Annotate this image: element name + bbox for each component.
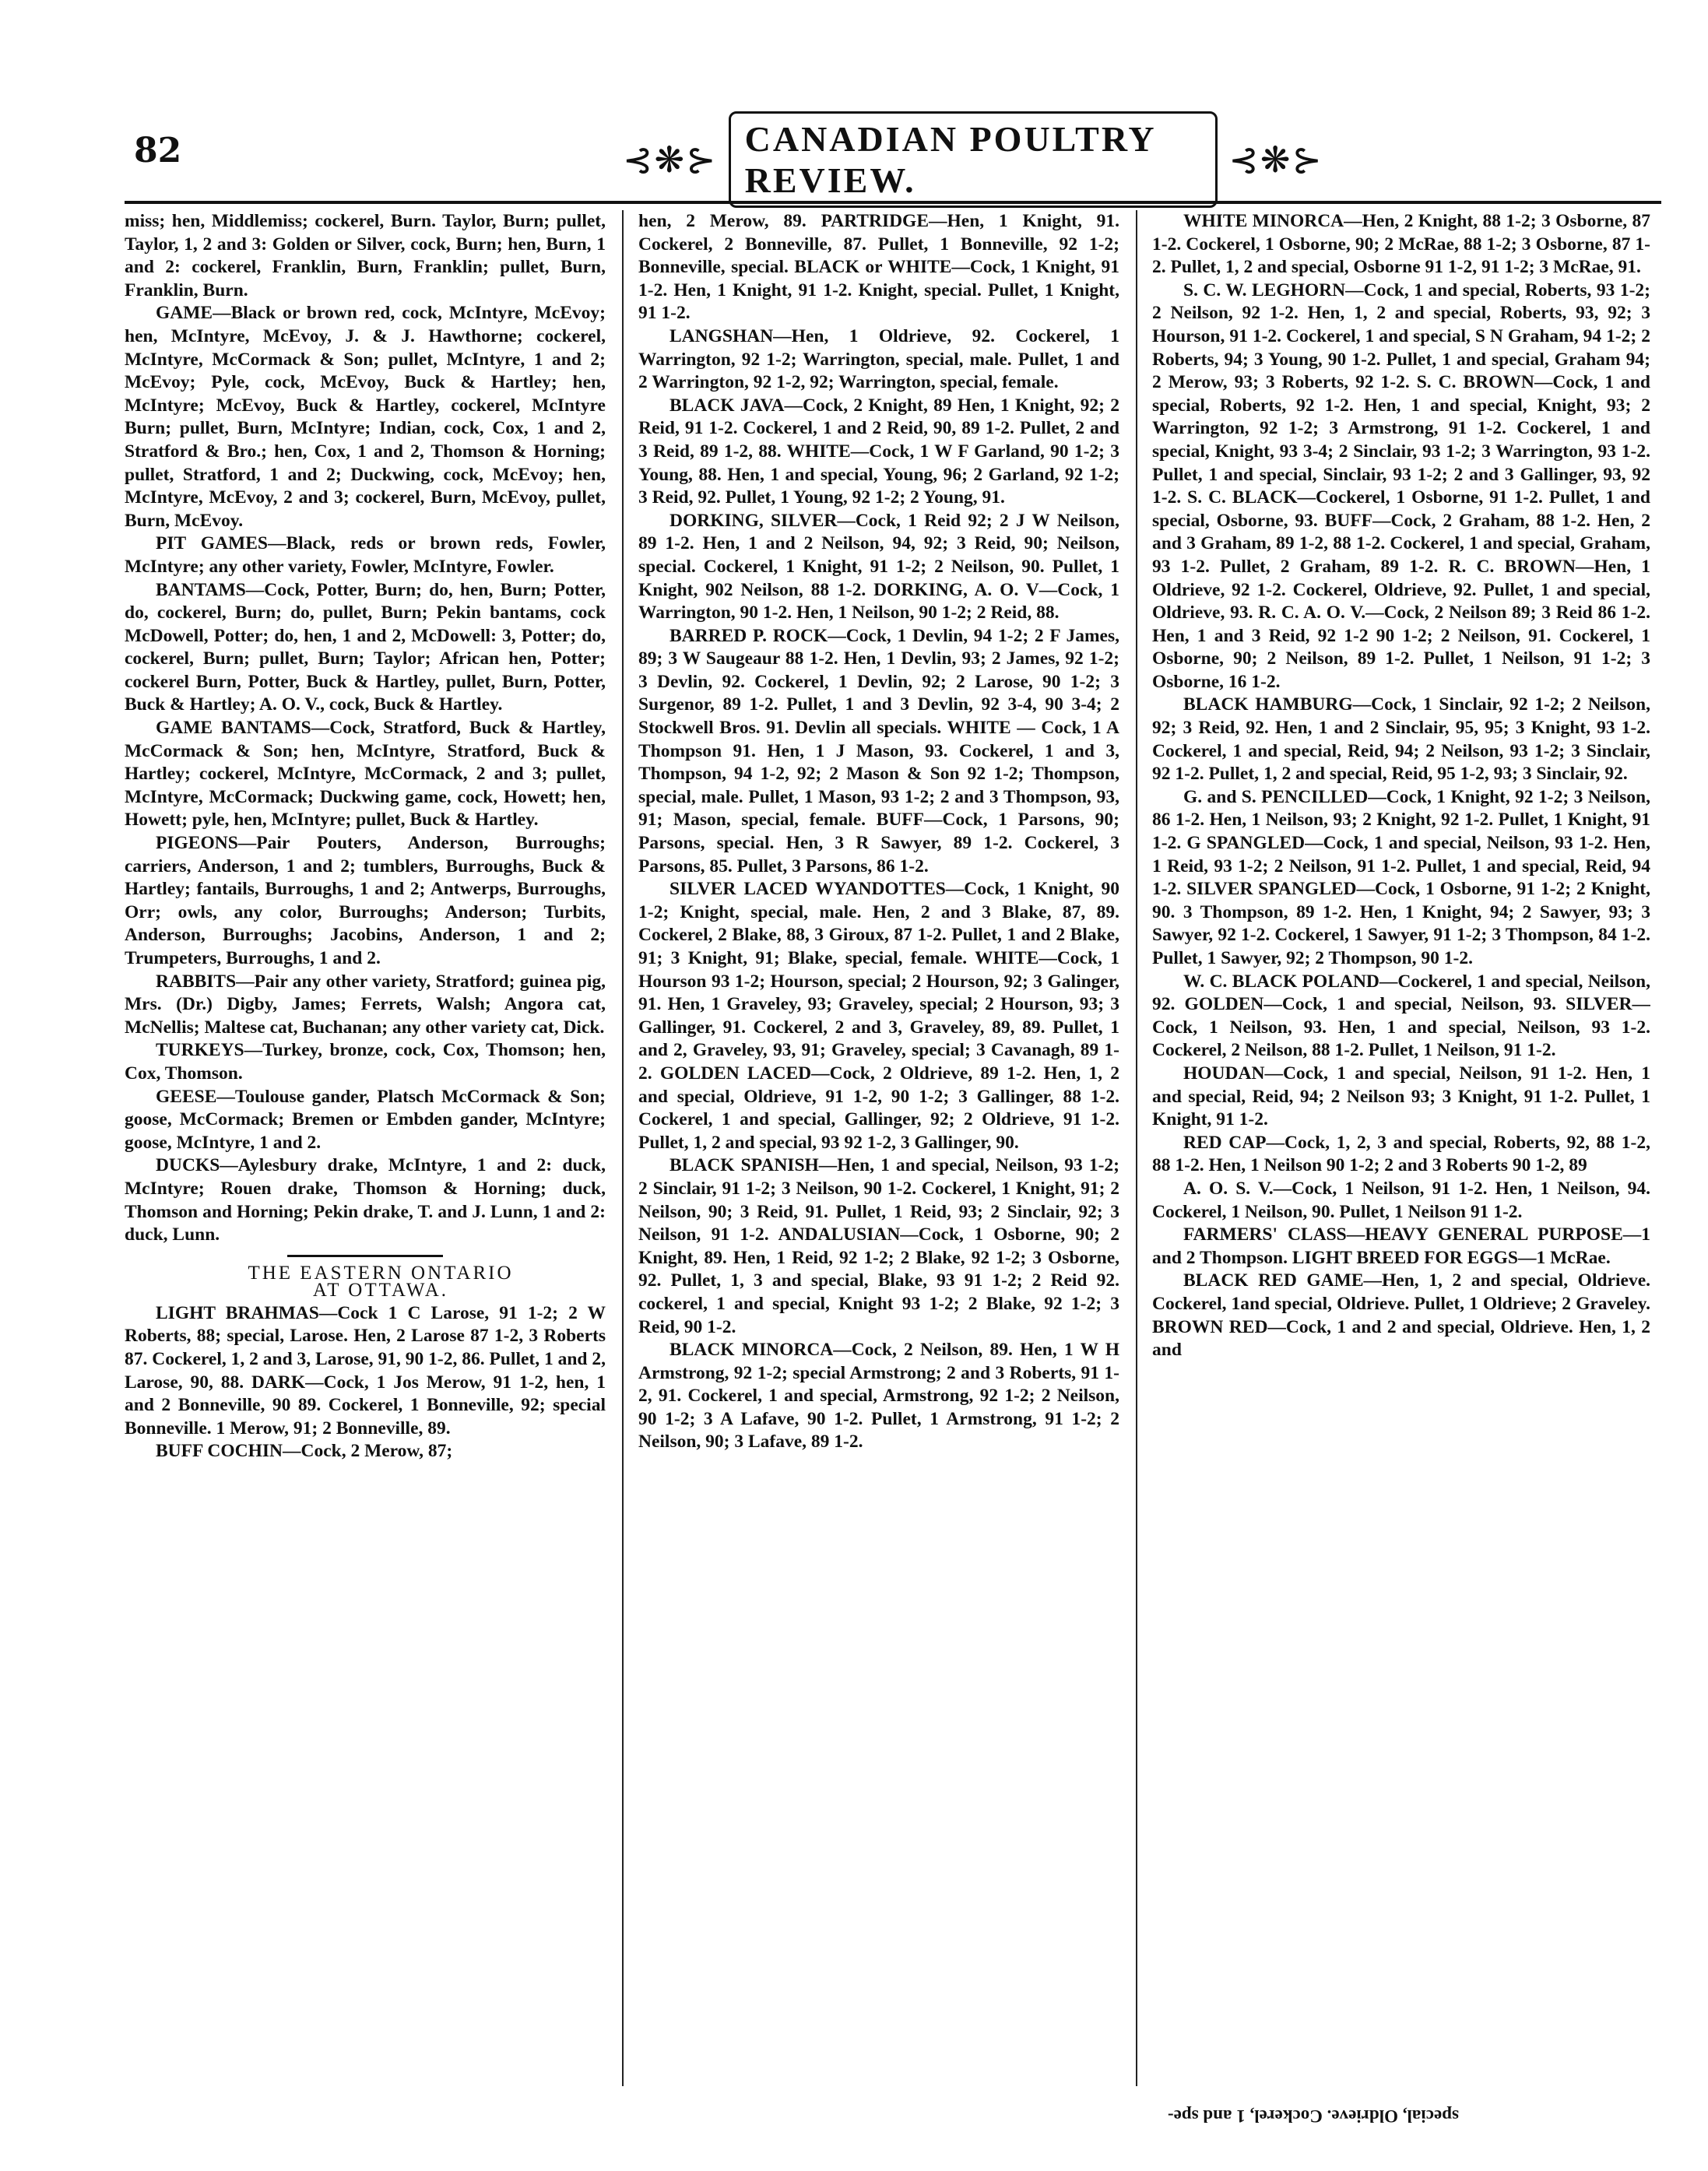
section-subheading: AT OTTAWA. (312, 1279, 449, 1301)
paragraph: BUFF COCHIN—Cock, 2 Merow, 87; (156, 1441, 453, 1462)
page-header (125, 117, 1654, 210)
paragraph: DORKING, SILVER—Cock, 1 Reid 92; 2 J W Neilson, 89 1-2. Hen, 1 and 2 Neilson, 94, 92; 3 Reid, 90; Neilson, special. Cockerel, 1 Knight, 91 1-2; 2 Neilson, 90. Pullet, 1 Knight, 902 Neilson, 88 1-2. DORKING, A. O. V—Cock, 1 Warrington, 90 1-2. Hen, 1 Neilson, 90 1-2; 2 Reid, 88. (638, 510, 1119, 624)
paragraph: FARMERS' CLASS—HEAVY GENERAL PURPOSE—1 and 2 Thompson. LIGHT BREED FOR EGGS—1 McRae. (1152, 1224, 1650, 1268)
paragraph: LIGHT BRAHMAS—Cock 1 C Larose, 91 1-2; 2 W Roberts, 88; special, Larose. Hen, 2 Larose 87 1-2, 3 Roberts 87. Cockerel, 1, 2 and 3, Larose, 91, 90 1-2, 86. Pullet, 1 and 2, Larose, 90, 88. DARK—Cock, 1 Jos Merow, 91 1-2, hen, 1 and 2 Bonneville, 90 89. Cockerel, 1 Bonneville, 92; special Bonneville. 1 Merow, 91; 2 Bonneville, 89. (125, 1302, 606, 1439)
paragraph: BLACK RED GAME—Hen, 1, 2 and special, Oldrieve. Cockerel, 1and special, Oldrieve. Pullet, 1 Oldrieve; 2 Graveley. BROWN RED—Cock, 1 and 2 and special, Oldrieve. Hen, 1, 2 and (1152, 1270, 1650, 1361)
section-rule (287, 1255, 443, 1257)
column-2 (638, 210, 1119, 2094)
paragraph: GEESE—Toulouse gander, Platsch McCormack & Son; goose, McCormack; Bremen or Embden gander, McIntyre; goose, McIntyre, 1 and 2. (125, 1086, 606, 1153)
column-3 (1152, 210, 1650, 2094)
paragraph: DUCKS—Aylesbury drake, McIntyre, 1 and 2: duck, McIntyre; Rouen drake, Thomson & Horning; duck, Thomson and Horning; Pekin drake, T. and J. Lunn, 1 and 2: duck, Lunn. (125, 1155, 606, 1245)
paragraph: W. C. BLACK POLAND—Cockerel, 1 and special, Neilson, 92. GOLDEN—Cock, 1 and special, Neilson, 93. SILVER—Cock, 1 Neilson, 93. Hen, 1 and special, Neilson, 93 1-2. Cockerel, 2 Neilson, 88 1-2. Pullet, 1 Neilson, 91 1-2. (1152, 971, 1650, 1061)
paragraph: BLACK HAMBURG—Cock, 1 Sinclair, 92 1-2; 2 Neilson, 92; 3 Reid, 92. Hen, 1 and 2 Sinclair, 95, 95; 3 Knight, 93 1-2. Cockerel, 1 and special, Reid, 94; 2 Neilson, 93 1-2; 3 Sinclair, 92 1-2. Pullet, 1, 2 and special, Reid, 95 1-2, 93; 3 Sinclair, 92. (1152, 694, 1650, 785)
paragraph: GAME BANTAMS—Cock, Stratford, Buck & Hartley, McCormack & Son; hen, McIntyre, Stratford, Buck & Hartley; cockerel, McIntyre, McCormack, 2 and 3; pullet, McIntyre, McCormack; Duckwing game, cock, Howett; hen, Howett; pyle, hen, McIntyre; pullet, Buck & Hartley. (125, 718, 606, 831)
masthead-title: CANADIAN POULTRY REVIEW. (729, 111, 1218, 208)
paragraph: HOUDAN—Cock, 1 and special, Neilson, 91 1-2. Hen, 1 and special, Reid, 94; 2 Neilson 93; 3 Knight, 91 1-2. Pullet, 1 Knight, 91 1-2. (1152, 1063, 1650, 1130)
paragraph: S. C. W. LEGHORN—Cock, 1 and special, Roberts, 93 1-2; 2 Neilson, 92 1-2. Hen, 1, 2 and special, Roberts, 93, 92; 3 Hourson, 91 1-2. Cockerel, 1 and special, S N Graham, 94 1-2; 2 Roberts, 94; 3 Young, 90 1-2. Pullet, 1 and special, Graham 94; 2 Merow, 93; 3 Roberts, 92 1-2. S. C. BROWN—Cock, 1 and special, Roberts, 92 1-2. Hen, 1 and special, Knight, 93; 2 Warrington, 92 1-2; 3 Armstrong, 91 1-2. Cockerel, 1 and special, Knight, 93 3-4; 2 Sinclair, 93 1-2; 3 Warrington, 93 1-2. Pullet, 1 and special, Sinclair, 93 1-2; 2 and 3 Gallinger, 93, 92 1-2. S. C. BLACK—Cockerel, 1 Osborne, 91 1-2. Pullet, 1 and special, Osborne, 93. BUFF—Cock, 2 Graham, 88 1-2. Hen, 2 and 3 Graham, 89 1-2, 88 1-2. Cockerel, 1 and special, Graham, 93 1-2. Pullet, 2 Graham, 89 1-2. R. C. BROWN—Hen, 1 Oldrieve, 92 1-2. Cockerel, Oldrieve, 92. Pullet, 1 and special, Oldrieve, 93. R. C. A. O. V.—Cock, 2 Neilson 89; 3 Reid 86 1-2. Hen, 1 and 3 Reid, 92 1-2 90 1-2; 2 Neilson, 91. Cockerel, 1 Osborne, 90; 2 Neilson, 89 1-2. Pullet, 1 Neilson, 91 1-2; 3 Osborne, 16 1-2. (1152, 279, 1650, 692)
masthead (623, 117, 1323, 202)
header-rule (125, 201, 1661, 204)
inverted-type-line: special, Oldrieve. Cockerel, 1 and spe- (1168, 2106, 1459, 2126)
paragraph: GAME—Black or brown red, cock, McIntyre, McEvoy; hen, McIntyre, McEvoy, J. & J. Hawthorne; cockerel, McIntyre, McCormack & Son; pullet, McIntyre, 1 and 2; McEvoy; Pyle, cock, McEvoy, Buck & Hartley; hen, McIntyre; McEvoy, Buck & Hartley, cockerel, McIntyre Burn; pullet, Burn, McIntyre; Indian, cock, Cox, 1 and 2, Stratford & Bro.; hen, Cox, 1 and 2, Thomson & Horning; pullet, Stratford, 1 and 2; Duckwing, cock, McEvoy; hen, McIntyre, McEvoy, 2 and 3; cockerel, Burn, McEvoy, pullet, Burn, McEvoy. (125, 303, 606, 531)
paragraph: RED CAP—Cock, 1, 2, 3 and special, Roberts, 92, 88 1-2, 88 1-2. Hen, 1 Neilson 90 1-2; 2 and 3 Roberts 90 1-2, 89 (1152, 1132, 1650, 1176)
paragraph: hen, 2 Merow, 89. PARTRIDGE—Hen, 1 Knight, 91. Cockerel, 2 Bonneville, 87. Pullet, 1 Bonneville, 92 1-2; Bonneville, special. BLACK or WHITE—Cock, 1 Knight, 91 1-2. Hen, 1 Knight, 91 1-2. Knight, special. Pullet, 1 Knight, 91 1-2. (638, 211, 1119, 324)
paragraph: miss; hen, Middlemiss; cockerel, Burn. Taylor, Burn; pullet, Taylor, 1, 2 and 3: Golden or Silver, cock, Burn; hen, Burn, 1 and 2: cockerel, Franklin, Burn, Franklin; pullet, Burn, Franklin, Burn. (125, 211, 606, 300)
paragraph: BLACK SPANISH—Hen, 1 and special, Neilson, 93 1-2; 2 Sinclair, 91 1-2; 3 Neilson, 90 1-2. Cockerel, 1 Knight, 91; 2 Neilson, 90; 3 Reid, 91. Pullet, 1 Reid, 93; 2 Sinclair, 92; 3 Neilson, 91 1-2. ANDALUSIAN—Cock, 1 Osborne, 90; 2 Knight, 89. Hen, 1 Reid, 92 1-2; 2 Blake, 92 1-2; 3 Osborne, 92. Pullet, 1, 3 and special, Blake, 93 91 1-2; 2 Reid 92. cockerel, 1 and special, Knight 93 1-2; 2 Blake, 92 1-2; 3 Reid, 90 1-2. (638, 1155, 1119, 1337)
paragraph: BARRED P. ROCK—Cock, 1 Devlin, 94 1-2; 2 F James, 89; 3 W Saugeaur 88 1-2. Hen, 1 Devlin, 93; 2 James, 92 1-2; 3 Devlin, 92. Cockerel, 1 Devlin, 92; 2 Larose, 90 1-2; 3 Surgenor, 89 1-2. Pullet, 1 and 3 Devlin, 92 3-4, 90 3-4; 2 Stockwell Bros. 91. Devlin all specials. WHITE — Cock, 1 A Thompson 91. Hen, 1 J Mason, 93. Cockerel, 1 and 3, Thompson, 94 1-2, 92; 2 Mason & Son 92 1-2; Thompson, special, male. Pullet, 1 Mason, 93 1-2; 2 and 3 Thompson, 93, 91; Mason, special, female. BUFF—Cock, 1 Parsons, 90; Parsons, special. Hen, 3 R Sawyer, 89 1-2. Cockerel, 3 Parsons, 85. Pullet, 3 Parsons, 86 1-2. (638, 625, 1119, 876)
paragraph: PIT GAMES—Black, reds or brown reds, Fowler, McIntyre; any other variety, Fowler, McIntyre, Fowler. (125, 533, 606, 577)
paragraph: A. O. S. V.—Cock, 1 Neilson, 91 1-2. Hen, 1 Neilson, 94. Cockerel, 1 Neilson, 90. Pullet, 1 Neilson 91 1-2. (1152, 1178, 1650, 1222)
text-columns (125, 210, 1658, 2094)
paragraph: SILVER LACED WYANDOTTES—Cock, 1 Knight, 90 1-2; Knight, special, male. Hen, 2 and 3 Blake, 87, 89. Cockerel, 2 Blake, 88, 3 Giroux, 87 1-2. Pullet, 1 and 2 Blake, 91; 3 Knight, 91; Blake, special, female. WHITE—Cock, 1 Hourson 93 1-2; Hourson, special; 2 Hourson, 92; 3 Galinger, 91. Hen, 1 Graveley, 93; Graveley, special; 2 Hourson, 93; 3 Gallinger, 91. Cockerel, 2 and 3, Graveley, 89, 89. Pullet, 1 and 2, Graveley, 93, 91; Graveley, special; 3 Cavanagh, 89 1-2. GOLDEN LACED—Cock, 2 Oldrieve, 89 1-2. Hen, 1, 2 and special, Oldrieve, 91 1-2, 90 1-2; 3 Gallinger, 88 1-2. Cockerel, 1 and special, Gallinger, 92; 2 Oldrieve, 91 1-2. Pullet, 1, 2 and special, 93 92 1-2, 3 Gallinger, 90. (638, 879, 1119, 1153)
paragraph: BLACK JAVA—Cock, 2 Knight, 89 Hen, 1 Knight, 92; 2 Reid, 91 1-2. Cockerel, 1 and 2 Reid, 90, 89 1-2. Pullet, 2 and 3 Reid, 89 1-2, 88. WHITE—Cock, 1 W F Garland, 90 1-2; 3 Young, 88. Hen, 1 and special, Young, 96; 2 Garland, 92 1-2; 3 Reid, 92. Pullet, 1 Young, 92 1-2; 2 Young, 91. (638, 395, 1119, 508)
paragraph: BLACK MINORCA—Cock, 2 Neilson, 89. Hen, 1 W H Armstrong, 92 1-2; special Armstrong; 2 and 3 Roberts, 91 1-2, 91. Cockerel, 1 and special, Armstrong, 92 1-2; 2 Neilson, 90 1-2; 3 A Lafave, 90 1-2. Pullet, 1 Armstrong, 91 1-2; 2 Neilson, 90; 3 Lafave, 89 1-2. (638, 1340, 1119, 1453)
paragraph: RABBITS—Pair any other variety, Stratford; guinea pig, Mrs. (Dr.) Digby, James; Ferrets, Walsh; Angora cat, McNellis; Maltese cat, Buchanan; any other variety cat, Dick. (125, 971, 606, 1038)
column-1 (125, 210, 606, 2094)
ornament-left-icon: ⊰❋⊱ (623, 139, 718, 181)
ornament-right-icon: ⊰❋⊱ (1228, 139, 1323, 181)
page-number: 82 (134, 131, 182, 170)
paragraph: G. and S. PENCILLED—Cock, 1 Knight, 92 1-2; 3 Neilson, 86 1-2. Hen, 1 Neilson, 93; 2 Knight, 92 1-2. Pullet, 1 Knight, 91 1-2. G SPANGLED—Cock, 1 and special, Neilson, 93 1-2. Hen, 1 Reid, 93 1-2; 2 Neilson, 91 1-2. Pullet, 1 and special, Reid, 94 1-2. SILVER SPANGLED—Cock, 1 Osborne, 91 1-2; 2 Knight, 90. 3 Thompson, 89 1-2. Hen, 1 Knight, 94; 2 Sawyer, 93; 3 Sawyer, 92 1-2. Cockerel, 1 Sawyer, 91 1-2; 3 Thompson, 84 1-2. Pullet, 1 Sawyer, 92; 2 Thompson, 90 1-2. (1152, 786, 1650, 968)
section-heading: THE EASTERN ONTARIO (248, 1262, 514, 1284)
paragraph: LANGSHAN—Hen, 1 Oldrieve, 92. Cockerel, 1 Warrington, 92 1-2; Warrington, special, male. Pullet, 1 and 2 Warrington, 92 1-2, 92; Warrington, special, female. (638, 325, 1119, 393)
paragraph: WHITE MINORCA—Hen, 2 Knight, 88 1-2; 3 Osborne, 87 1-2. Cockerel, 1 Osborne, 90; 2 McRae, 88 1-2; 3 Osborne, 87 1-2. Pullet, 1, 2 and special, Osborne 91 1-2, 91 1-2; 3 McRae, 91. (1152, 211, 1650, 278)
paragraph: TURKEYS—Turkey, bronze, cock, Cox, Thomson; hen, Cox, Thomson. (125, 1040, 606, 1084)
paragraph: PIGEONS—Pair Pouters, Anderson, Burroughs; carriers, Anderson, 1 and 2; tumblers, Burroughs, Buck & Hartley; fantails, Burroughs, 1 and 2; Antwerps, Burroughs, Orr; owls, any color, Burroughs; Anderson; Turbits, Anderson, Burroughs; Jacobins, Anderson, 1 and 2; Trumpeters, Burroughs, 1 and 2. (125, 833, 606, 968)
paragraph: BANTAMS—Cock, Potter, Burn; do, hen, Burn; Potter, do, cockerel, Burn; do, pullet, Burn; Pekin bantams, cock McDowell, Potter; do, hen, 1 and 2, McDowell: 3, Potter; do, cockerel, Burn; pullet, Burn; Taylor; African hen, Potter; cockerel Burn, Potter, Buck & Hartley, pullet, Burn, Potter, Buck & Hartley; A. O. V., cock, Buck & Hartley. (125, 579, 606, 715)
